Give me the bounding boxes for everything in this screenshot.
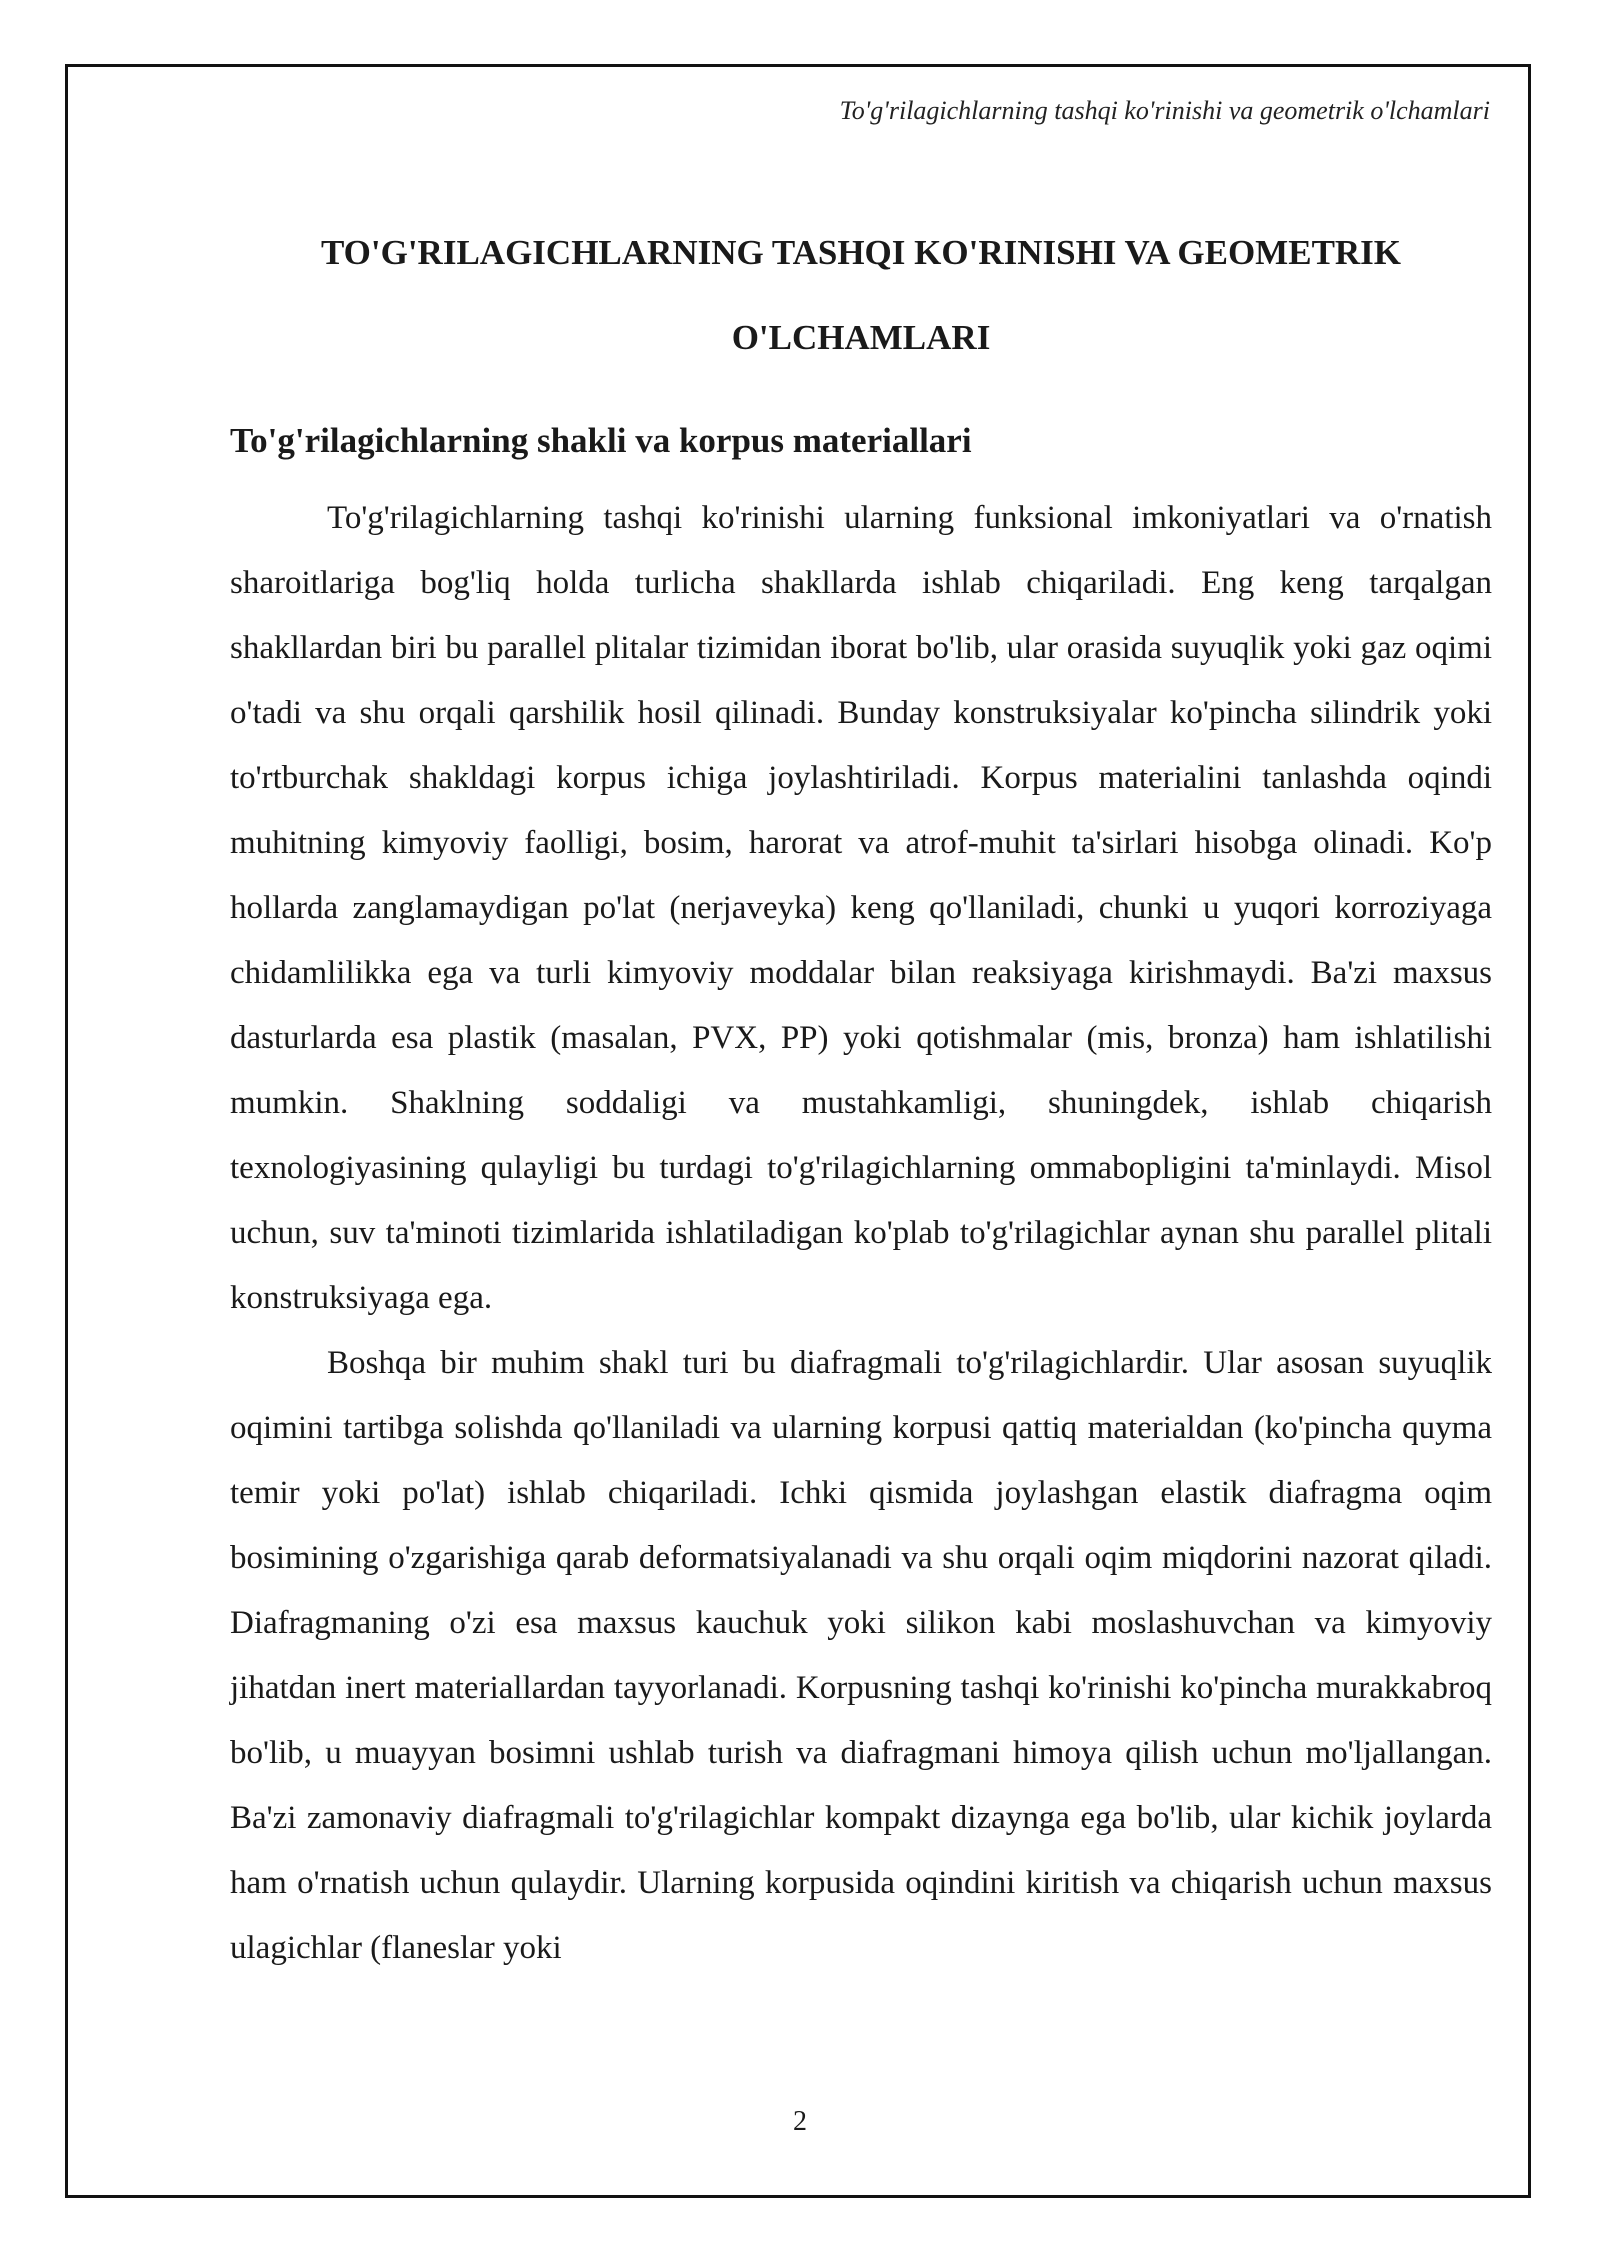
document-title-line-2: O'LCHAMLARI: [731, 318, 991, 357]
page-number: 2: [793, 2106, 807, 2137]
document-title-line-1: TO'G'RILAGICHLARNING TASHQI KO'RINISHI VA GEOMETRIK: [320, 233, 1402, 272]
paragraph-2: Boshqa bir muhim shakl turi bu diafragmali to'g'rilagichlardir. Ular asosan suyuqlik oqimini tartibga solishda qo'llaniladi va ularning korpusi qattiq materialdan (ko'pincha quyma temir yoki po'lat) ishlab chiqariladi. Ichki qismida joylashgan elastik diafragma oqim bosimining o'zgarishiga qarab deformatsiyalanadi va shu orqali oqim miqdorini nazorat qiladi. Diafragmaning o'zi esa maxsus kauchuk yoki silikon kabi moslashuvchan va kimyoviy jihatdan inert materiallardan tayyorlanadi. Korpusning tashqi ko'rinishi ko'pincha murakkabroq bo'lib, u muayyan bosimni ushlab turish va diafragmani himoya qilish uchun mo'ljallangan. Ba'zi zamonaviy diafragmali to'g'rilagichlar kompakt dizaynga ega bo'lib, ular kichik joylarda ham o'rnatish uchun qulaydir. Ularning korpusida oqindini kiritish va chiqarish uchun maxsus ulagichlar (flaneslar yoki: [230, 1345, 1492, 1966]
document-body: [230, 210, 1492, 1981]
running-header: To'g'rilagichlarning tashqi ko'rinishi va geometrik o'lchamlari: [839, 96, 1490, 125]
paragraph-1: To'g'rilagichlarning tashqi ko'rinishi ularning funksional imkoniyatlari va o'rnatish sharoitlariga bog'liq holda turlicha shakllarda ishlab chiqariladi. Eng keng tarqalgan shakllardan biri bu parallel plitalar tizimidan iborat bo'lib, ular orasida suyuqlik yoki gaz oqimi o'tadi va shu orqali qarshilik hosil qilinadi. Bunday konstruksiyalar ko'pincha silindrik yoki to'rtburchak shakldagi korpus ichiga joylashtiriladi. Korpus materialini tanlashda oqindi muhitning kimyoviy faolligi, bosim, harorat va atrof-muhit ta'sirlari hisobga olinadi. Ko'p hollarda zanglamaydigan po'lat (nerjaveyka) keng qo'llaniladi, chunki u yuqori korroziyaga chidamlilikka ega va turli kimyoviy moddalar bilan reaksiyaga kirishmaydi. Ba'zi maxsus dasturlarda esa plastik (masalan, PVX, PP) yoki qotishmalar (mis, bronza) ham ishlatilishi mumkin. Shaklning soddaligi va mustahkamligi, shuningdek, ishlab chiqarish texnologiyasining qulayligi bu turdagi to'g'rilagichlarning ommabopligini ta'minlaydi. Misol uchun, suv ta'minoti tizimlarida ishlatiladigan ko'plab to'g'rilagichlar aynan shu parallel plitali konstruksiyaga ega.: [230, 500, 1492, 1316]
section-title: To'g'rilagichlarning shakli va korpus materiallari: [230, 421, 972, 460]
document-title: [230, 210, 1492, 380]
